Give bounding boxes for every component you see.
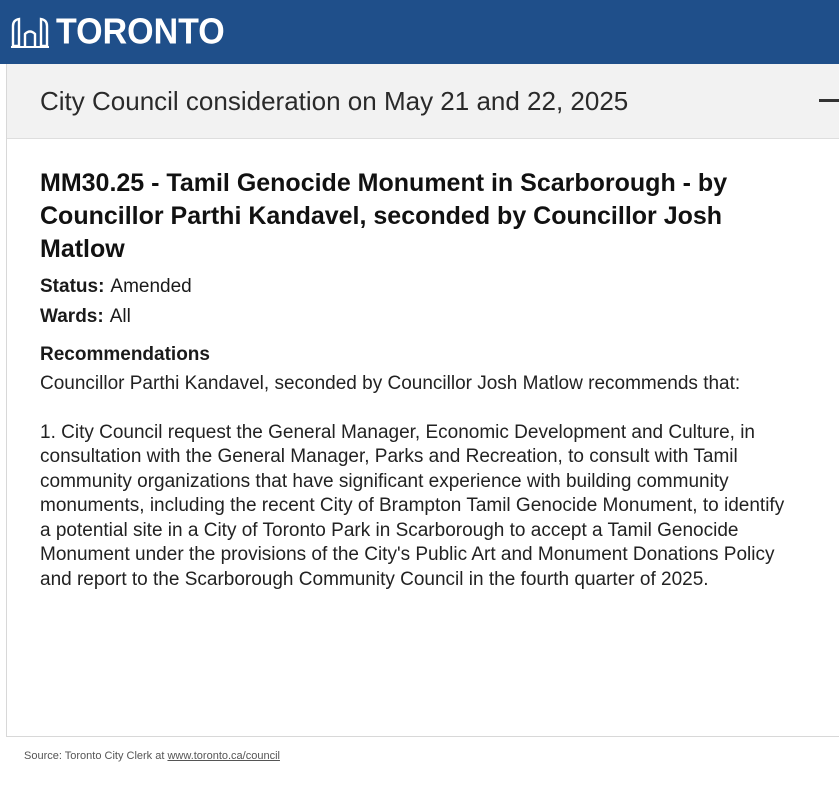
status-row bbox=[40, 272, 800, 302]
item-content bbox=[7, 139, 800, 592]
toronto-logo[interactable] bbox=[10, 0, 225, 64]
council-item-card bbox=[6, 64, 839, 737]
collapse-dash-icon[interactable] bbox=[819, 99, 839, 102]
status-label: Status: bbox=[40, 276, 105, 297]
toronto-city-hall-logo-icon bbox=[10, 16, 50, 48]
recommendations-heading: Recommendations bbox=[40, 344, 210, 365]
source-prefix: Source: Toronto City Clerk at bbox=[24, 750, 168, 762]
item-meta bbox=[40, 272, 800, 332]
top-banner bbox=[0, 0, 839, 64]
meeting-title: City Council consideration on May 21 and 22, 2025 bbox=[40, 85, 629, 116]
recommendation-1: 1. City Council request the General Manager, Economic Development and Culture, in consultation with the General Manager, Parks and Recreation, to consult with Tamil community organizations that have significant experience with building community monuments, including the recent City of Brampton Tamil Genocide Monument, to identify a potential site in a City of Toronto Park in Scarborough to accept a Tamil Genocide Monument under the provisions of the City's Public Art and Monument Donations Policy and report to the Scarborough Community Council in the fourth quarter of 2025. bbox=[40, 421, 785, 590]
source-caption bbox=[24, 750, 280, 762]
recommendations-intro: Councillor Parthi Kandavel, seconded by Councillor Josh Matlow recommends that: bbox=[40, 373, 741, 394]
meeting-header[interactable] bbox=[7, 64, 839, 139]
wards-row bbox=[40, 302, 800, 332]
item-title: MM30.25 - Tamil Genocide Monument in Scarborough - by Councillor Parthi Kandavel, seconded by Councillor Josh Matlow bbox=[40, 169, 728, 263]
source-link[interactable]: www.toronto.ca/council bbox=[167, 750, 280, 762]
wards-value: All bbox=[109, 306, 131, 327]
logo-wordmark: TORONTO bbox=[56, 11, 225, 52]
wards-label: Wards: bbox=[40, 306, 104, 327]
status-value: Amended bbox=[110, 276, 192, 297]
